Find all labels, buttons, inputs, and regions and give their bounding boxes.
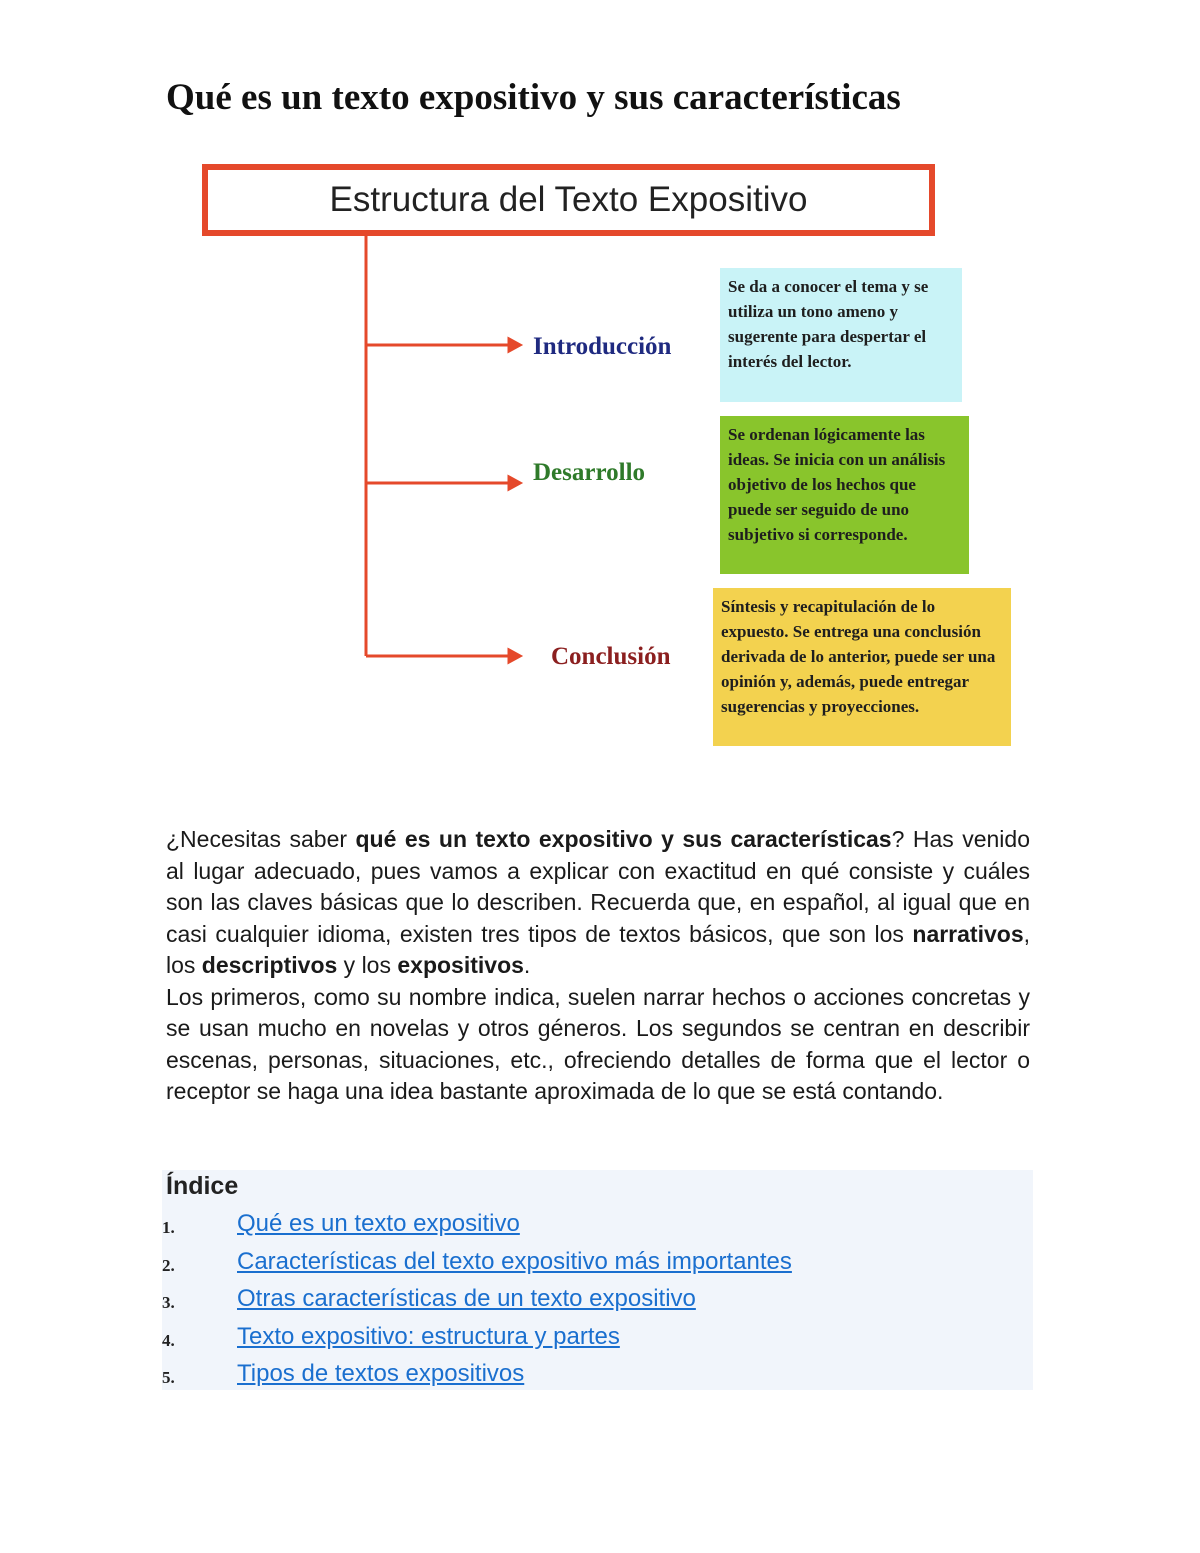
index-panel — [162, 1170, 1033, 1390]
index-link[interactable]: Características del texto expositivo más importantes — [237, 1247, 792, 1275]
arrow-right-icon — [509, 650, 520, 662]
text-bold: qué es un texto expositivo y sus características — [355, 826, 892, 852]
page-title: Qué es un texto expositivo y sus características — [166, 77, 901, 118]
diagram-heading: Estructura del Texto Expositivo — [329, 180, 808, 219]
index-number: 2. — [162, 1255, 175, 1275]
text-bold: descriptivos — [201, 952, 338, 978]
note-desarrollo: Se ordenan lógicamente las ideas. Se inicia con un análisis objetivo de los hechos que puede ser seguido de uno subjetivo si corresponde. — [720, 416, 969, 574]
index-number: 4. — [162, 1330, 175, 1350]
index-link[interactable]: Texto expositivo: estructura y partes — [237, 1322, 620, 1350]
text-run: ¿Necesitas saber — [166, 826, 356, 852]
label-introduccion: Introducción — [533, 333, 672, 360]
diagram-heading-box — [202, 164, 935, 236]
index-title: Índice — [166, 1172, 239, 1200]
index-number: 3. — [162, 1293, 175, 1312]
note-conclusion: Síntesis y recapitulación de lo expuesto. Se entrega una conclusión derivada de lo anterior, puede ser una opinión y, además, puede entregar sugerencias y proyecciones. — [713, 588, 1011, 746]
text-bold: narrativos — [912, 920, 1024, 947]
index-number: 1. — [162, 1218, 175, 1237]
paragraph-intro — [166, 824, 1030, 982]
body-text — [166, 824, 1030, 1108]
text-bold: expositivos — [397, 952, 524, 978]
index-link[interactable]: Tipos de textos expositivos — [237, 1360, 525, 1387]
arrow-right-icon — [509, 339, 520, 351]
text-run: , los — [166, 920, 1030, 978]
index-link[interactable]: Otras características de un texto expositivo — [237, 1285, 696, 1312]
text-run: . — [523, 952, 531, 978]
paragraph-types: Los primeros, como su nombre indica, suelen narrar hechos o acciones concretas y se usan mucho en novelas y otros géneros. Los segundos se centran en describir escenas, personas, situaciones, etc., ofreciendo detalles de forma que el lector o receptor se haga una idea bastante aproximada de lo que se está contando. — [166, 983, 1030, 1104]
text-run: y los — [337, 952, 398, 978]
note-introduccion: Se da a conocer el tema y se utiliza un tono ameno y sugerente para despertar el interés del lector. — [720, 268, 962, 402]
arrow-right-icon — [509, 477, 520, 489]
label-conclusion: Conclusión — [551, 643, 671, 670]
index-number: 5. — [162, 1368, 175, 1387]
index-link[interactable]: Qué es un texto expositivo — [237, 1210, 520, 1237]
text-run: ? Has venido al lugar adecuado, pues vamos a explicar con exactitud en qué consiste y cuáles son las claves básicas que lo describen. Recuerda que, en español, al igual que en casi cualquier idioma, existen tres tipos de textos básicos, que son los — [166, 826, 1030, 947]
label-desarrollo: Desarrollo — [533, 459, 646, 486]
